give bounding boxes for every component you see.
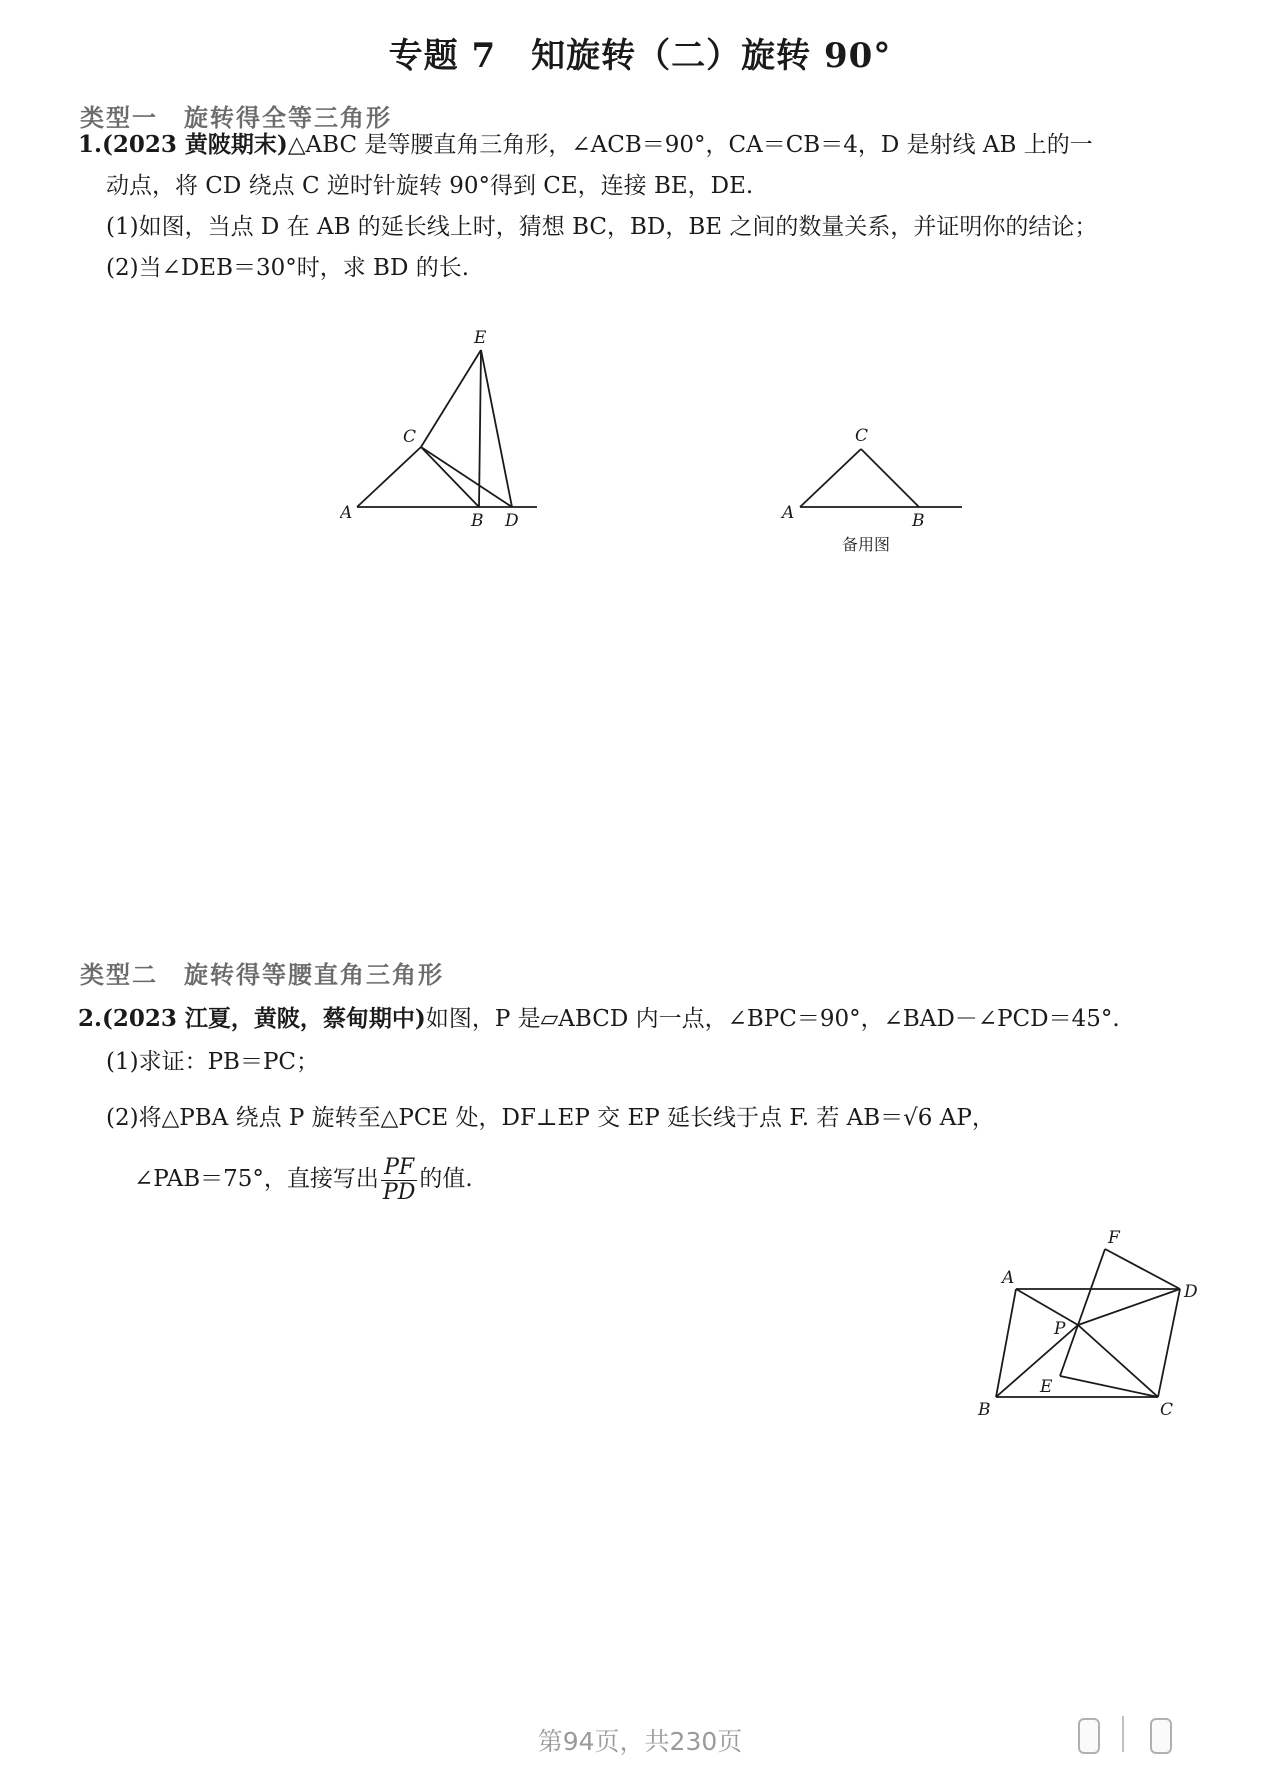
fig2-caption: 备用图 <box>842 535 891 554</box>
question-2-part-2-continued <box>134 1150 473 1208</box>
viewer-toggle-icon[interactable] <box>1078 1718 1100 1754</box>
fig3-line-ab <box>996 1289 1016 1397</box>
fig3-line-pc <box>1078 1325 1158 1397</box>
question-2-part-2-pre: ∠PAB＝75°，直接写出 <box>134 1166 379 1192</box>
question-2-source: (2023 江夏，黄陂，蔡甸期中) <box>102 1005 426 1032</box>
fig3-line-ec <box>1060 1376 1158 1397</box>
question-1-part-1: (1)如图，当点 D 在 AB 的延长线上时，猜想 BC，BD，BE 之间的数量关系，并证明你的结论； <box>106 214 1098 240</box>
fig1-line-cd <box>421 447 512 507</box>
fig3-line-pf <box>1078 1249 1105 1325</box>
page-title: 专题 7 知旋转（二）旋转 90° <box>388 36 892 76</box>
fig3-label-p: P <box>1054 1319 1066 1339</box>
fig1-line-ac <box>357 447 421 507</box>
fig2-label-c: C <box>855 426 869 446</box>
fig2-line-ac <box>800 449 861 507</box>
fig2-label-b: B <box>912 511 925 531</box>
figure-1-main <box>340 325 540 535</box>
fig2-label-a: A <box>782 503 795 523</box>
fig3-label-b: B <box>978 1400 991 1420</box>
fig1-line-ce <box>421 350 481 447</box>
fig1-label-a: A <box>340 503 353 523</box>
fig3-label-a: A <box>1002 1268 1015 1288</box>
fig3-line-cd <box>1158 1289 1180 1397</box>
fig1-label-c: C <box>403 427 417 447</box>
fraction-numerator: PF <box>381 1156 417 1181</box>
fig1-line-ed <box>481 350 512 507</box>
question-1-line-1 <box>78 130 1093 160</box>
question-1-text: △ABC 是等腰直角三角形，∠ACB＝90°，CA＝CB＝4，D 是射线 AB 上的一 <box>287 132 1093 158</box>
section-heading-type-one: 类型一 旋转得全等三角形 <box>80 104 392 132</box>
question-1-line-2: 动点，将 CD 绕点 C 逆时针旋转 90°得到 CE，连接 BE，DE. <box>106 173 754 199</box>
fig3-line-ap <box>1016 1289 1078 1325</box>
fig1-line-cb <box>421 447 479 507</box>
fraction-pf-over-pd <box>381 1156 417 1205</box>
fig1-label-e: E <box>474 328 487 348</box>
question-1-part-2: (2)当∠DEB＝30°时，求 BD 的长. <box>106 255 470 281</box>
question-2-number: 2. <box>78 1005 103 1032</box>
fig3-label-f: F <box>1108 1228 1120 1248</box>
viewer-menu-icon[interactable] <box>1150 1718 1172 1754</box>
question-2-part-2-post: 的值. <box>419 1166 473 1192</box>
figure-1-spare <box>780 425 970 560</box>
fig3-label-d: D <box>1184 1282 1198 1302</box>
fig1-label-b: B <box>471 511 484 531</box>
fig2-line-cb <box>861 449 919 507</box>
question-2-part-1: (1)求证：PB＝PC； <box>106 1049 320 1075</box>
section-heading-type-two: 类型二 旋转得等腰直角三角形 <box>80 961 444 989</box>
fig3-line-fd <box>1105 1249 1180 1289</box>
question-1-number: 1. <box>78 131 103 158</box>
fig1-line-eb <box>479 350 481 507</box>
fig3-label-e: E <box>1040 1377 1053 1397</box>
fig3-line-pd <box>1078 1289 1180 1325</box>
question-1-source: (2023 黄陂期末) <box>102 131 288 158</box>
question-2-text: 如图，P 是▱ABCD 内一点，∠BPC＝90°，∠BAD－∠PCD＝45°. <box>425 1006 1120 1032</box>
fraction-denominator: PD <box>382 1179 416 1205</box>
page-indicator: 第94页，共230页 <box>537 1727 743 1756</box>
question-2-line-1 <box>78 1004 1120 1034</box>
figure-2-parallelogram <box>970 1225 1210 1420</box>
fig3-label-c: C <box>1160 1400 1174 1420</box>
divider <box>1122 1716 1124 1752</box>
fig1-label-d: D <box>505 511 519 531</box>
question-2-part-2: (2)将△PBA 绕点 P 旋转至△PCE 处，DF⊥EP 交 EP 延长线于点 F. 若 AB＝√6 AP， <box>106 1105 995 1131</box>
